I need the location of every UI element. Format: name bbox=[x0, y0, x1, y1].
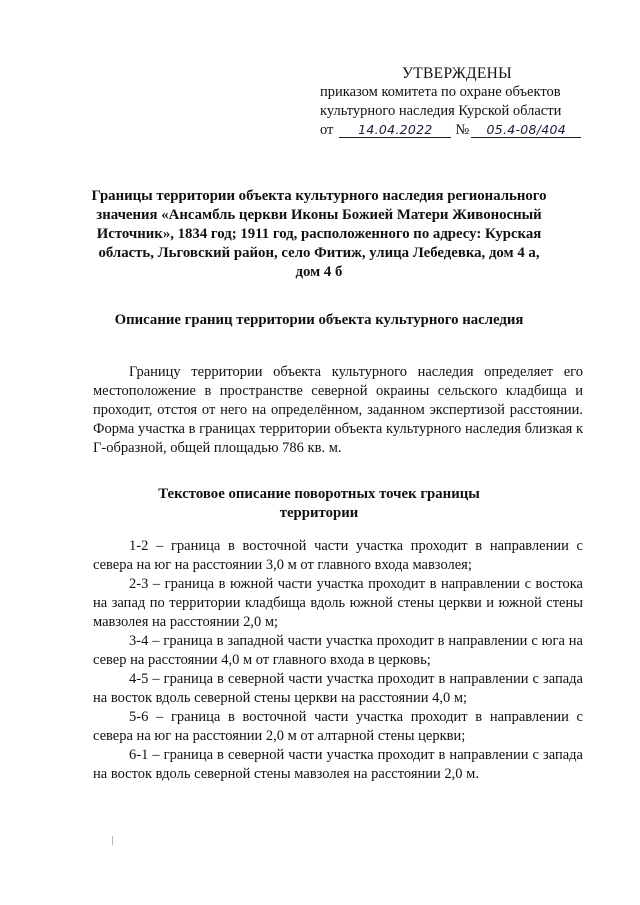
boundary-point-paragraph: 4-5 – граница в северной части участка проходит в направлении с запада на восток вдоль северной стены церкви на расстоянии 4,0 м; bbox=[93, 671, 583, 706]
boundary-point-paragraph: 2-3 – граница в южной части участка проходит в направлении с востока на запад по территории кладбища вдоль южной стены церкви и южной стены мавзолея на расстоянии 2,0 м; bbox=[93, 576, 583, 630]
boundary-point-paragraph: 5-6 – граница в восточной части участка проходит в направлении с севера на юг на расстоянии 2,0 м от алтарной стены церкви; bbox=[93, 709, 583, 744]
approval-number-label: № bbox=[455, 122, 470, 138]
boundary-point-paragraph: 3-4 – граница в западной части участка проходит в направлении с юга на север на расстоянии 4,0 м от главного входа в церковь; bbox=[93, 633, 583, 668]
approval-line-1: приказом комитета по охране объектов bbox=[320, 84, 561, 100]
boundary-point-paragraph: 1-2 – граница в восточной части участка проходит в направлении с севера на юг на расстоянии 3,0 м от главного входа мавзолея; bbox=[93, 538, 583, 573]
section-heading-description: Описание границ территории объекта культурного наследия bbox=[114, 312, 524, 328]
boundary-point-paragraph: 6-1 – граница в северной части участка проходит в направлении с запада на восток вдоль северной стены мавзолея на расстоянии 2,0 м. bbox=[93, 747, 583, 782]
scan-margin-mark bbox=[112, 836, 116, 845]
approval-block bbox=[320, 64, 610, 140]
approval-heading: УТВЕРЖДЕНЫ bbox=[402, 65, 512, 82]
approval-from-label: от bbox=[320, 122, 334, 138]
section-heading-points: Текстовое описание поворотных точек границы территории bbox=[158, 486, 480, 521]
handwritten-number: 05.4-08/404 bbox=[471, 123, 581, 138]
approval-line-2: культурного наследия Курской области bbox=[320, 103, 562, 119]
boundary-points-list bbox=[93, 537, 583, 784]
intro-paragraph: Границу территории объекта культурного наследия определяет его местоположение в пространстве северной окраины сельского кладбища и проходит, отстоя от него на определённом, заданном экспертизой расстоянии. Форма участка в границах территории объекта культурного наследия близкая к Г-образной, общей площадью 786 кв. м. bbox=[93, 364, 583, 456]
approval-date-line bbox=[320, 121, 610, 140]
document-title: Границы территории объекта культурного наследия регионального значения «Ансамбль церкви Иконы Божией Матери Живоносный Источник», 1834 год; 1911 год, расположенного по адресу: Курская область, Льговский район, село Фитиж, улица Лебедевка, дом 4 а, дом 4 б bbox=[91, 188, 547, 280]
handwritten-date: 14.04.2022 bbox=[339, 123, 451, 138]
